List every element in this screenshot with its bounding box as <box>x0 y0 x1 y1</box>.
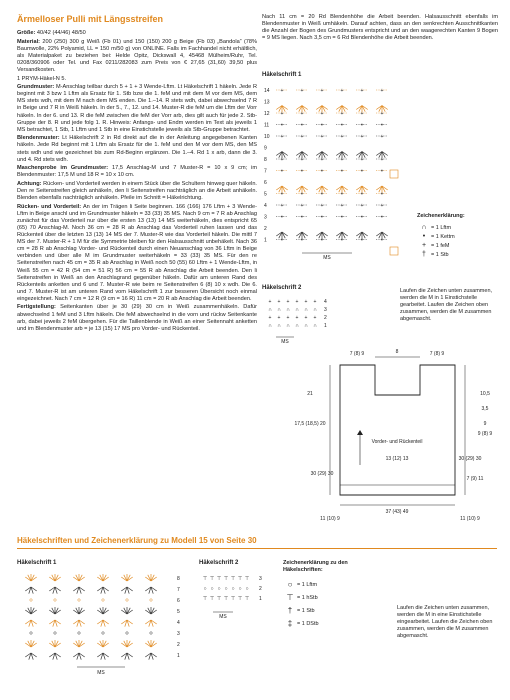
legend-label: = 1 hStb <box>297 594 318 601</box>
row-number: 7 <box>177 587 180 593</box>
stitch-mark: ○ <box>238 586 242 592</box>
fe-stitch-marker: + <box>280 88 284 94</box>
chain-stitch <box>54 632 56 634</box>
fe-stitch-marker: + <box>300 88 304 94</box>
dimension-label: 13 (12) 13 <box>385 456 409 462</box>
legend-row <box>417 241 502 250</box>
fe-stitch-marker: + <box>300 111 304 117</box>
stitch-mark: + <box>286 315 290 321</box>
row-number: 14 <box>264 88 270 94</box>
fe-stitch-marker: + <box>360 203 364 209</box>
shell-stitch <box>73 587 84 594</box>
row-number: 3 <box>177 631 180 637</box>
chain-stitch <box>150 632 152 634</box>
stitch-mark: ○ <box>245 586 249 592</box>
material-paragraph <box>17 39 257 74</box>
pattern-title: Ärmelloser Pulli mit Längsstreifen <box>17 14 164 24</box>
stitch-symbol-icon: † <box>287 606 293 615</box>
dimension-label: 30 (29) 30 <box>458 456 482 462</box>
fe-stitch-marker: + <box>320 237 324 244</box>
hook-paragraph: 1 PRYM-Häkel-N 5. <box>17 75 67 82</box>
legend-label: = 1 Lftm <box>431 224 452 231</box>
row-number: 1 <box>264 237 267 244</box>
legend-label: = 1 Stb <box>431 251 449 258</box>
fe-stitch-marker: + <box>380 134 384 140</box>
stitch-symbol-icon: ○ <box>287 580 293 589</box>
dimension-label: 21 <box>307 391 313 397</box>
row-number: 13 <box>264 99 270 106</box>
fe-stitch-marker: + <box>300 168 304 175</box>
stitch-mark: + <box>295 299 299 305</box>
attention-label: Achtung: <box>17 180 42 187</box>
legend-row <box>283 604 383 617</box>
shell-stitch <box>145 620 156 627</box>
fe-stitch-marker: + <box>380 168 384 175</box>
legend-row <box>417 223 502 232</box>
bottom-crochet-chart-2 <box>199 570 269 630</box>
chain-stitch <box>78 599 80 601</box>
gauge-text: 17,5 Anschlag-M und 7 Muster-R = 10 x 9 cm; im Blendenmuster: 17,5 M und 18 R = 10 x 10 cm. <box>17 165 258 179</box>
fe-stitch-marker: + <box>280 168 284 175</box>
row-number: 4 <box>177 620 180 626</box>
attention-paragraph <box>17 181 257 202</box>
chain-stitch <box>102 599 104 601</box>
stitch-symbol-icon: + <box>421 242 427 249</box>
fe-stitch-marker: + <box>320 203 324 209</box>
stitch-mark: ○ <box>224 586 228 592</box>
repeat-label: MS <box>97 670 105 676</box>
bottom-chart2-title: Häkelschrift 2 <box>199 560 239 566</box>
attention-text: Rücken- und Vorderteil werden in einem Stück über die Schultern hinweg quer häkeln. Den re Seitenstreifen gleich anhäkeln, den li Seitenstreifen nachträglich an die Arbeit anhäkeln. Blenden ebenfalls nachträglich anhäkeln. Pfeile im Schnitt = Häkelrichtung. <box>17 180 257 202</box>
dimension-label: 10,5 <box>480 391 490 397</box>
fe-stitch-marker: + <box>320 111 324 117</box>
stitch-mark: ⊤ <box>216 576 222 582</box>
fe-stitch-marker: + <box>280 157 284 163</box>
blendenmuster-paragraph <box>17 135 257 163</box>
row-number: 5 <box>264 191 267 198</box>
dimension-label: 11 (10) 9 <box>320 516 340 522</box>
dimension-label: 30 (29) 30 <box>310 471 334 477</box>
bottom-legend-title: Zeichenerklärung zu den Häkelschriften: <box>283 560 348 573</box>
stitch-symbol-icon: • <box>422 233 426 240</box>
fe-stitch-marker: + <box>340 191 344 198</box>
chain-stitch <box>126 632 128 634</box>
cluster-stitch <box>25 607 36 614</box>
row-number: 12 <box>264 111 270 117</box>
stitch-symbol-icon: ‡ <box>287 619 293 628</box>
shell-stitch <box>145 587 156 594</box>
fe-stitch-marker: + <box>300 203 304 209</box>
instructions-column <box>17 30 257 334</box>
fe-stitch-marker: + <box>340 134 344 140</box>
fe-stitch-marker: + <box>300 157 304 163</box>
marker-box <box>390 170 398 178</box>
size-text: 40/42 (44/46) 48/50 <box>36 30 86 36</box>
dimension-label: 7 (8) 9 <box>429 351 445 357</box>
size-paragraph <box>17 30 257 37</box>
stitch-mark: ⊤ <box>230 576 236 582</box>
row-number: 1 <box>324 323 327 329</box>
cluster-stitch <box>49 607 60 614</box>
stitch-mark: + <box>268 299 272 305</box>
chain-stitch <box>30 632 32 634</box>
row-number: 6 <box>177 598 180 604</box>
stitch-mark: ⊤ <box>202 576 208 582</box>
fe-stitch-marker: + <box>300 134 304 140</box>
dimension-label: 7 (9) 11 <box>466 476 484 482</box>
stitch-mark: ⊤ <box>237 596 243 602</box>
fe-stitch-marker: + <box>360 214 364 221</box>
cluster-stitch <box>97 574 108 581</box>
shell-stitch <box>25 587 36 594</box>
stitch-mark: ∩ <box>277 307 281 313</box>
row-number: 2 <box>259 586 262 592</box>
fe-stitch-marker: + <box>340 157 344 163</box>
cluster-stitch <box>73 640 84 647</box>
continued-paragraph: Nach 11 cm = 20 Rd Blendenhöhe die Arbeit beenden. Halsausschnitt ebenfalls im Blendenmuster in Weiß umhäkeln. Darauf achten, dass an den senkrechten Ausschnittkanten die Anzahl der Bogen des Grundmusters entspricht und an den waagerechten Kanten 9 Bogen = 9 MS liegen. Nach 3,5 cm = 6 Rd Blendenhöhe die Arbeit beenden. <box>262 14 498 42</box>
stitch-mark: ⊤ <box>244 576 250 582</box>
shell-stitch <box>97 587 108 594</box>
legend-1-title: Zeichenerklärung: <box>417 213 465 219</box>
row-number: 1 <box>259 596 262 602</box>
legend-row <box>283 591 383 604</box>
chain-stitch <box>54 599 56 601</box>
row-number: 11 <box>264 122 270 129</box>
cluster-stitch <box>145 574 156 581</box>
schematic-outline <box>340 365 455 495</box>
stitch-mark: ○ <box>231 586 235 592</box>
legend-row <box>283 617 383 630</box>
dimension-label: 8 <box>395 349 399 355</box>
cluster-stitch <box>145 640 156 647</box>
cluster-stitch <box>97 607 108 614</box>
fe-stitch-marker: + <box>280 111 284 117</box>
row-number: 3 <box>324 307 327 313</box>
bottom-crochet-chart-1 <box>17 570 187 680</box>
grundmuster-paragraph <box>17 84 257 134</box>
dimension-label: 17,5 (18,5) 20 <box>294 421 326 427</box>
fe-stitch-marker: + <box>360 122 364 129</box>
size-label: Größe: <box>17 30 36 36</box>
fe-stitch-marker: + <box>280 203 284 209</box>
material-text: 200 (250) 300 g Weiß (Fb 01) und 150 (150) 200 g Beige (Fb 03) „Bandola“ (78% Baumwolle, 22% Polyamid, LL = 150 m/50 g) von ONLINE. Falls im Fachhandel nicht erhältlich, als Materialpaket zu beziehen bei: Helde Opitz, Dickswall 4, 45468 Mülheim/Ruhr, Tel. 0208/360906 oder Tel. und Fax 0211/282083 zum Preis von € 27,65 (31,60) 39,50 plus Versandkosten. <box>17 38 258 73</box>
dimension-label: 37 (43) 49 <box>385 509 409 515</box>
grundmuster-text: M-Anschlag teilbar durch 5 + 1 + 3 Wende-Lftm. Lt Häkelschrift 1 häkeln. Jede R beginnt mit 3 bzw 1 Lftm als Ersatz für 1. Stb bzw die 1. feM und mit dem M vor dem MS, dem MS stets wdh, mit dem M nach dem MS enden. Die 1.–14. R stets wdh, dabei abwechselnd 7 R in Beige und 7 R in Weiß häkeln. In der 5., 7., 12. und 14. Muster-R die feM um die Lftm der Vorr häkeln. In der 6. und 13. R die feM zwischen die feM der Vorr arb, dies gilt auch für jede 2. Stb-Gruppe der 8. R und jede folg 1. R. Hinweis: Anfangs- und Endm werden im Text als jeweils 1 MS betrachtet, 1 Stb, 1 Lftm und 1 Stb in eine Einstichstelle jeweils als Stb-Gruppe betrachtet. <box>17 84 257 133</box>
row-number: 7 <box>264 168 267 175</box>
cluster-stitch <box>25 574 36 581</box>
legend-row <box>283 578 383 591</box>
stitch-mark: ⊤ <box>223 596 229 602</box>
legend-1-note: Laufen die Zeichen unten zusammen, werden die M in 1 Einstichstelle gearbeitet. Laufen die Zeichen oben zusammen, werden die M zusammen abgemascht. <box>400 288 493 322</box>
stitch-mark: + <box>277 315 281 321</box>
fe-stitch-marker: + <box>340 88 344 94</box>
fe-stitch-marker: + <box>360 134 364 140</box>
repeat-label: MS <box>219 614 227 620</box>
fe-stitch-marker: + <box>280 237 284 244</box>
legend-1 <box>417 213 502 259</box>
dimension-label: 9 <box>483 421 487 427</box>
stitch-symbol-icon: † <box>422 251 426 258</box>
fe-stitch-marker: + <box>380 122 384 129</box>
body-label: Rücken- und Vorderteil: <box>17 203 82 210</box>
row-number: 2 <box>177 642 180 648</box>
cluster-stitch <box>121 607 132 614</box>
chart1-title: Häkelschrift 1 <box>262 72 302 78</box>
fe-stitch-marker: + <box>360 168 364 175</box>
legend-row <box>417 250 502 259</box>
stitch-mark: + <box>268 315 272 321</box>
fe-stitch-marker: + <box>380 214 384 221</box>
dimension-label: 11 (10) 9 <box>460 516 480 522</box>
finishing-label: Fertigstellung: <box>17 304 56 311</box>
stitch-mark: ⊤ <box>223 576 229 582</box>
stitch-mark: ∩ <box>286 307 290 313</box>
stitch-mark: ∩ <box>268 323 272 329</box>
fe-stitch-marker: + <box>320 191 324 198</box>
row-number: 3 <box>259 576 262 582</box>
row-number: 8 <box>177 576 180 582</box>
shell-stitch <box>145 653 156 660</box>
chain-stitch <box>78 632 80 634</box>
stitch-mark: ∩ <box>313 323 317 329</box>
direction-arrow-head <box>357 430 363 435</box>
garment-schematic <box>294 335 500 525</box>
stitch-mark: ○ <box>203 586 207 592</box>
schematic-label: Vorder- und Rückenteil <box>371 439 423 445</box>
continued-text <box>262 14 498 44</box>
stitch-mark: ⊤ <box>216 596 222 602</box>
fe-stitch-marker: + <box>380 157 384 163</box>
legend-label: = 1 Lftm <box>297 581 318 588</box>
repeat-label: MS <box>281 339 289 345</box>
shell-stitch <box>97 620 108 627</box>
stitch-mark: ∩ <box>295 323 299 329</box>
fe-stitch-marker: + <box>380 88 384 94</box>
stitch-mark: ○ <box>217 586 221 592</box>
fe-stitch-marker: + <box>340 168 344 175</box>
fe-stitch-marker: + <box>380 111 384 117</box>
fe-stitch-marker: + <box>360 191 364 198</box>
stitch-mark: ⊤ <box>237 576 243 582</box>
stitch-mark: + <box>286 299 290 305</box>
blendenmuster-label: Blendenmuster: <box>17 135 60 142</box>
repeat-label: MS <box>323 255 331 261</box>
cluster-stitch <box>145 607 156 614</box>
fe-stitch-marker: + <box>280 191 284 198</box>
stitch-mark: ○ <box>210 586 214 592</box>
stitch-mark: ⊤ <box>202 596 208 602</box>
blendenmuster-text: Lt Häkelschrift 2 in Rd direkt auf die in der Anleitung angegebenen Kanten häkeln. Jede Rd beginnt mit 1 Lftm als Ersatz für die 1. feM und den M vor dem MS, den MS stets wdh und wie gezeichnet bis zum Rd-Beginn ergänzen. Die 1.–4. Rd 1 x arb, dann die 3. und 4. Rd stets wdh. <box>17 135 257 163</box>
body-text: An der im Trägen li Seite beginnen. 166 (166) 176 Lftm + 3 Wende-Lftm in Beige anschl und im Grundmuster häkeln = 33 (33) 35 MS. Nach 9 cm = 7 R ab Anschlag zunächst für das Vorderteil nur über die ersten 13 (13) 14 MS weiterhäkeln, dies entspricht 65 (65) 70 Anschlag-M. Noch 36 cm = 28 R ab Anschlag das Vorderteil ruhen lassen und das Rückenteil über die letzten 13 (13) 14 MS der 7. Muster-R wie das Vorderteil häkeln. Die mittl 7 MS der 7. Muster-R + 1 M für die Symmetrie bleiben für den Halsausschnitt unbehäkelt. Nach 36 cm = 28 R ab Anschlag Vorder- und Rückenteil durch einen Neuanschlag von 36 Lftm in Beige verbinden und über alle M im Grundmuster weiterhäkeln = 33 (33) 35 MS. Für den re Seitenstreifen nach 45 cm = 35 R ab Anschlag in Weiß noch 50 (55) 60 Lftm + 1 Wende-Lftm, in Weiß 55 cm = 42 R (54 cm = 51 R) 56 cm = 55 R ab Anschlag die Arbeit beenden. Den li Seitenstreifen in Weiß an den Anschlagrand gegenüber häkeln. Dafür am unteren Rand des Rückenteils anketten und 6 und 7. Muster-R wie beim re Seitenstreifen 6 (8) 10 x wdh. Die 6. und 7. Muster-R ist am unteren Rand vom Häkelschrift 1 zur besseren Übersicht noch einmal eingezeichnet. Nach 7 cm = 12 R (9 cm = 16 R) 11 cm = 20 R ab Anschlag die Arbeit beenden. <box>17 203 257 302</box>
grundmuster-label: Grundmuster: <box>17 84 55 91</box>
row-number: 4 <box>264 203 267 209</box>
row-number: 4 <box>324 299 327 305</box>
row-number: 9 <box>264 145 267 152</box>
finishing-text: Seitenkanten über je 30 (29) 30 cm in Weiß zusammenhäkeln. Dafür abwechselnd 1 feM und 3 Lftm häkeln. Die feM abwechselnd in die vorn und rückw Seitenkante arb, dabei jeweils 2 feM übergehen. Für die Taillenblende in Weiß an einer Seitennaht anketten und im Blendenmuster arb = je 13 (15) 17 MS pro Vorder- und Rückenteil. <box>17 304 257 332</box>
fe-stitch-marker: + <box>320 134 324 140</box>
shell-stitch <box>49 587 60 594</box>
stitch-mark: + <box>313 315 317 321</box>
row-number: 1 <box>177 653 180 659</box>
fe-stitch-marker: + <box>380 191 384 198</box>
shell-stitch <box>25 620 36 627</box>
fe-stitch-marker: + <box>340 237 344 244</box>
section-divider <box>17 548 497 549</box>
cluster-stitch <box>49 574 60 581</box>
body-paragraph <box>17 204 257 303</box>
stitch-symbol-icon: ⊤ <box>286 593 294 602</box>
stitch-mark: ∩ <box>304 307 308 313</box>
fe-stitch-marker: + <box>340 203 344 209</box>
chain-stitch <box>126 599 128 601</box>
shell-stitch <box>121 587 132 594</box>
material-label: Material: <box>17 38 41 45</box>
dimension-label: 9 (8) 9 <box>477 431 493 437</box>
stitch-mark: + <box>295 315 299 321</box>
stitch-mark: ∩ <box>286 323 290 329</box>
shell-stitch <box>121 620 132 627</box>
marker-box <box>390 247 398 255</box>
gauge-label: Maschenprobe im Grundmuster: <box>17 165 109 172</box>
fe-stitch-marker: + <box>300 237 304 244</box>
fe-stitch-marker: + <box>360 111 364 117</box>
stitch-mark: ⊤ <box>209 596 215 602</box>
finishing-paragraph <box>17 304 257 332</box>
fe-stitch-marker: + <box>360 157 364 163</box>
gauge-paragraph <box>17 165 257 179</box>
fe-stitch-marker: + <box>320 168 324 175</box>
crochet-chart-1 <box>262 82 412 262</box>
stitch-symbol-icon: ∩ <box>421 224 427 231</box>
fe-stitch-marker: + <box>280 122 284 129</box>
fe-stitch-marker: + <box>280 214 284 221</box>
fe-stitch-marker: + <box>320 122 324 129</box>
fe-stitch-marker: + <box>320 157 324 163</box>
row-number: 6 <box>264 180 267 186</box>
fe-stitch-marker: + <box>280 134 284 140</box>
fe-stitch-marker: + <box>380 203 384 209</box>
fe-stitch-marker: + <box>320 214 324 221</box>
dimension-label: 3,5 <box>481 406 489 412</box>
fe-stitch-marker: + <box>340 122 344 129</box>
bottom-chart1-title: Häkelschrift 1 <box>17 560 57 566</box>
stitch-mark: + <box>304 315 308 321</box>
cluster-stitch <box>49 640 60 647</box>
fe-stitch-marker: + <box>360 237 364 244</box>
stitch-mark: ⊤ <box>209 576 215 582</box>
fe-stitch-marker: + <box>320 88 324 94</box>
shell-stitch <box>73 620 84 627</box>
stitch-mark: ∩ <box>277 323 281 329</box>
fe-stitch-marker: + <box>300 214 304 221</box>
row-number: 3 <box>264 214 267 221</box>
row-number: 2 <box>324 315 327 321</box>
chain-stitch <box>30 599 32 601</box>
stitch-mark: + <box>277 299 281 305</box>
row-number: 10 <box>264 134 270 140</box>
dimension-label: 7 (8) 9 <box>349 351 365 357</box>
fe-stitch-marker: + <box>360 88 364 94</box>
fe-stitch-marker: + <box>300 122 304 129</box>
shell-stitch <box>49 620 60 627</box>
bottom-legend <box>283 560 383 630</box>
shell-stitch <box>25 653 36 660</box>
legend-label: = 1 Kettm <box>431 233 455 240</box>
stitch-mark: ∩ <box>304 323 308 329</box>
cluster-stitch <box>73 607 84 614</box>
cluster-stitch <box>121 640 132 647</box>
row-number: 2 <box>264 226 267 232</box>
shell-stitch <box>49 653 60 660</box>
shell-stitch <box>73 653 84 660</box>
fe-stitch-marker: + <box>300 191 304 198</box>
stitch-mark: ⊤ <box>244 596 250 602</box>
shell-stitch <box>97 653 108 660</box>
cluster-stitch <box>97 640 108 647</box>
chain-stitch <box>102 632 104 634</box>
stitch-mark: ⊤ <box>230 596 236 602</box>
row-number: 8 <box>264 157 267 163</box>
stitch-mark: + <box>304 299 308 305</box>
shell-stitch <box>121 653 132 660</box>
cluster-stitch <box>121 574 132 581</box>
chain-stitch <box>150 599 152 601</box>
legend-label: = 1 DStb <box>297 620 319 627</box>
row-number: 5 <box>177 609 180 615</box>
fe-stitch-marker: + <box>380 237 384 244</box>
fe-stitch-marker: + <box>340 111 344 117</box>
stitch-mark: ∩ <box>268 307 272 313</box>
legend-label: = 1 feM <box>431 242 450 249</box>
chart2-title: Häkelschrift 2 <box>262 285 302 291</box>
cluster-stitch <box>25 640 36 647</box>
stitch-mark: ∩ <box>313 307 317 313</box>
legend-label: = 1 Stb <box>297 607 315 614</box>
legend-row <box>417 232 502 241</box>
cluster-stitch <box>73 574 84 581</box>
section-title: Häkelschriften und Zeichenerklärung zu Modell 15 von Seite 30 <box>17 536 257 545</box>
stitch-mark: ∩ <box>295 307 299 313</box>
stitch-mark: + <box>313 299 317 305</box>
fe-stitch-marker: + <box>340 214 344 221</box>
bottom-legend-note: Laufen die Zeichen unten zusammen, werden die M in eine Einstichstelle eingearbeitet. Laufen die Zeichen oben zusammen, werden die M zusammen abgemascht. <box>397 605 493 639</box>
